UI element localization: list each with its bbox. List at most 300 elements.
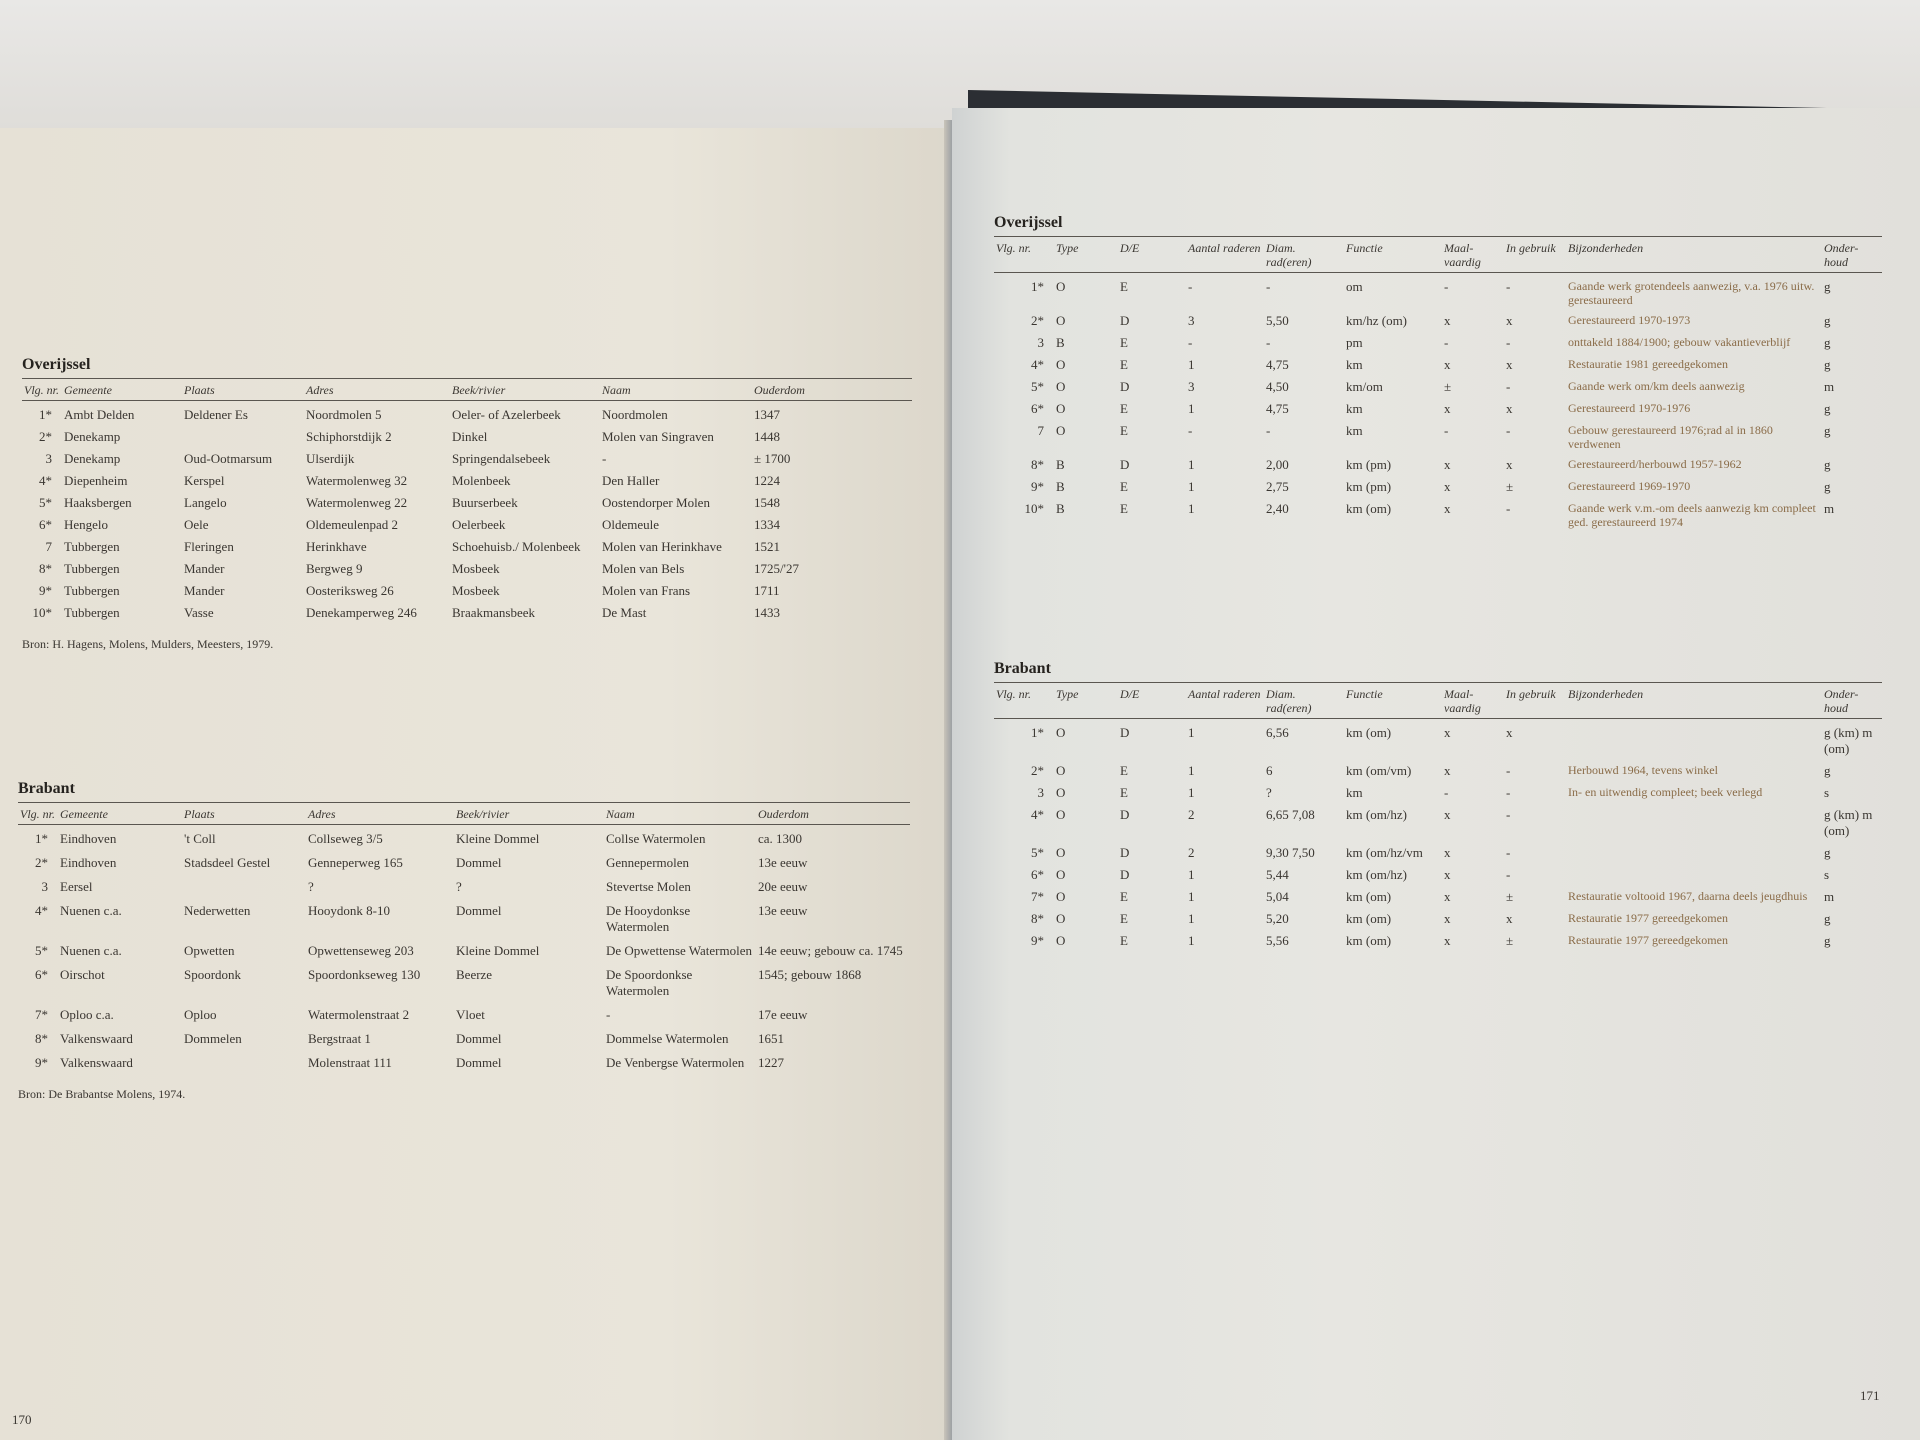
- table-cell: 1448: [754, 429, 780, 444]
- table-cell: [182, 871, 306, 895]
- table-row: [994, 861, 1882, 883]
- table-cell: Dommel: [456, 903, 502, 918]
- table-cell: ±: [1506, 479, 1514, 494]
- table-cell: Collse Watermolen: [606, 831, 706, 846]
- table-cell: -: [1266, 279, 1271, 294]
- table-cell: 4*: [1031, 807, 1044, 822]
- table-cell: 9*: [35, 1055, 48, 1070]
- table-cell: 7*: [1031, 889, 1044, 904]
- table-cell: Tubbergen: [64, 605, 120, 620]
- table-cell: Vloet: [456, 1007, 485, 1022]
- table-cell: 1545; gebouw 1868: [758, 967, 862, 982]
- table-cell: 1*: [39, 407, 52, 422]
- table-row: [22, 533, 912, 555]
- table-cell: Molenstraat 111: [308, 1055, 392, 1070]
- table-cell: 3: [1188, 313, 1195, 328]
- table-cell: Herinkhave: [306, 539, 367, 554]
- table-cell: x: [1506, 911, 1513, 926]
- table-row: [18, 825, 910, 848]
- table-cell: O: [1056, 379, 1066, 394]
- table-cell: Oploo: [184, 1007, 217, 1022]
- table-cell: D: [1120, 457, 1130, 472]
- table-cell: E: [1120, 423, 1128, 438]
- table-cell: g: [1824, 401, 1831, 416]
- table-cell: Oelerbeek: [452, 517, 506, 532]
- table-cell: x: [1444, 889, 1451, 904]
- table-cell: 2*: [1031, 763, 1044, 778]
- table-cell: 4,75: [1266, 401, 1289, 416]
- section-title: Brabant: [18, 780, 75, 797]
- table-cell: Den Haller: [602, 473, 660, 488]
- column-header: Diam. rad(eren): [1264, 683, 1344, 719]
- table-cell: De Venbergse Watermolen: [606, 1055, 745, 1070]
- table-cell: ?: [456, 879, 462, 894]
- table-cell: E: [1120, 933, 1128, 948]
- table-cell: Spoordonkseweg 130: [308, 967, 421, 982]
- table-cell: B: [1056, 479, 1065, 494]
- table-cell: 4*: [1031, 357, 1044, 372]
- table-cell: km (om/hz): [1346, 807, 1408, 822]
- table-cell: ±: [1444, 379, 1452, 394]
- table-cell: 4,50: [1266, 379, 1289, 394]
- table-cell: 6,65 7,08: [1266, 807, 1315, 822]
- table-cell: 2,00: [1266, 457, 1289, 472]
- table-cell: Langelo: [184, 495, 227, 510]
- table-cell: g: [1824, 279, 1831, 294]
- table-cell: 1: [1188, 725, 1195, 740]
- table-cell: O: [1056, 933, 1066, 948]
- table-cell: -: [1506, 785, 1511, 800]
- column-header: Plaats: [182, 803, 306, 825]
- table-cell: 5,56: [1266, 933, 1289, 948]
- table-cell: Collseweg 3/5: [308, 831, 383, 846]
- table-cell: Diepenheim: [64, 473, 128, 488]
- table-cell: s: [1824, 867, 1830, 882]
- table-cell: Vasse: [184, 605, 214, 620]
- table-cell: 2: [1188, 845, 1195, 860]
- table-cell: 1347: [754, 407, 780, 422]
- table-cell: 5*: [39, 495, 52, 510]
- table-cell: g: [1824, 911, 1831, 926]
- table-cell: Opwetten: [184, 943, 235, 958]
- table-cell: g: [1824, 423, 1831, 438]
- table-cell: ± 1700: [754, 451, 791, 466]
- table-row: [18, 871, 910, 895]
- table-row: [994, 757, 1882, 779]
- column-header: Maal-vaardig: [1442, 237, 1504, 273]
- column-header: In gebruik: [1504, 683, 1566, 719]
- table-cell: s: [1824, 785, 1830, 800]
- table-cell: x: [1444, 313, 1451, 328]
- table-cell: Dommel: [456, 855, 502, 870]
- table-cell: O: [1056, 785, 1066, 800]
- table-cell: 7: [1037, 423, 1044, 438]
- section-title: Overijssel: [22, 356, 91, 373]
- column-header: Onder-houd: [1822, 683, 1882, 719]
- column-header: Aantal raderen: [1186, 683, 1264, 719]
- table-row: [18, 847, 910, 871]
- table-cell: ±: [1506, 933, 1514, 948]
- table-cell: E: [1120, 357, 1128, 372]
- table-cell: Noordmolen: [602, 407, 668, 422]
- table-cell: Gerestaureerd 1970-1973: [1568, 313, 1691, 327]
- table-cell: 1548: [754, 495, 780, 510]
- table-cell: Gaande werk v.m.-om deels aanwezig km compleet ged. gerestaureerd 1974: [1568, 501, 1816, 529]
- table-cell: g (km) m (om): [1824, 807, 1873, 838]
- table-cell: Bergweg 9: [306, 561, 363, 576]
- table-cell: O: [1056, 911, 1066, 926]
- table-cell: 9*: [1031, 933, 1044, 948]
- table-cell: -: [606, 1007, 611, 1022]
- table-cell: 10*: [32, 605, 52, 620]
- table-cell: O: [1056, 423, 1066, 438]
- table-cell: g: [1824, 313, 1831, 328]
- column-header: Naam: [600, 379, 752, 401]
- table-cell: -: [1444, 785, 1449, 800]
- table-cell: Eindhoven: [60, 831, 117, 846]
- column-header: Beek/rivier: [450, 379, 600, 401]
- column-header: Aantal raderen: [1186, 237, 1264, 273]
- table-row: [994, 451, 1882, 473]
- table-cell: 1: [1188, 479, 1195, 494]
- table-cell: [1566, 719, 1822, 758]
- table-cell: x: [1444, 357, 1451, 372]
- table-cell: E: [1120, 785, 1128, 800]
- table-row: [18, 1047, 910, 1071]
- table-cell: 7*: [35, 1007, 48, 1022]
- table-cell: x: [1444, 501, 1451, 516]
- column-header: Ouderdom: [752, 379, 912, 401]
- column-header: Maal-vaardig: [1442, 683, 1504, 719]
- column-header: Type: [1054, 683, 1118, 719]
- table-cell: 3: [1037, 335, 1044, 350]
- table-cell: 6*: [1031, 867, 1044, 882]
- brabant-section-left: [18, 780, 910, 1102]
- table-cell: Oostendorper Molen: [602, 495, 710, 510]
- table-cell: Dommel: [456, 1055, 502, 1070]
- table-cell: g: [1824, 933, 1831, 948]
- table-cell: x: [1506, 357, 1513, 372]
- table-cell: Denekamp: [64, 429, 121, 444]
- table-cell: O: [1056, 725, 1066, 740]
- column-header: Onder-houd: [1822, 237, 1882, 273]
- table-cell: km: [1346, 785, 1363, 800]
- table-cell: O: [1056, 763, 1066, 778]
- table-cell: 5*: [35, 943, 48, 958]
- table-cell: Mander: [184, 583, 225, 598]
- table-cell: 13e eeuw: [758, 855, 808, 870]
- table-row: [22, 599, 912, 621]
- table-cell: Braakmansbeek: [452, 605, 536, 620]
- table-row: [18, 895, 910, 935]
- table-cell: Spoordonk: [184, 967, 242, 982]
- table-cell: 1725/'27: [754, 561, 799, 576]
- table-cell: Oeler- of Azelerbeek: [452, 407, 561, 422]
- table-cell: km (om): [1346, 889, 1392, 904]
- table-cell: 1: [1188, 911, 1195, 926]
- table-cell: Tubbergen: [64, 539, 120, 554]
- table-cell: Mosbeek: [452, 583, 500, 598]
- table-cell: Molen van Bels: [602, 561, 685, 576]
- table-cell: g: [1824, 335, 1831, 350]
- table-cell: km (pm): [1346, 457, 1392, 472]
- table-cell: 6*: [1031, 401, 1044, 416]
- column-header: Vlg. nr.: [994, 237, 1054, 273]
- column-header: Adres: [304, 379, 450, 401]
- table-cell: Oldemeule: [602, 517, 660, 532]
- table-cell: -: [1506, 845, 1511, 860]
- table-cell: ?: [1266, 785, 1272, 800]
- table-cell: 3: [1188, 379, 1195, 394]
- table-cell: B: [1056, 457, 1065, 472]
- table-cell: Valkenswaard: [60, 1031, 133, 1046]
- table-cell: O: [1056, 867, 1066, 882]
- table-row: [994, 395, 1882, 417]
- table-cell: De Spoordonkse Watermolen: [606, 967, 693, 998]
- table-cell: Buurserbeek: [452, 495, 518, 510]
- table-cell: Oud-Ootmarsum: [184, 451, 273, 466]
- table-cell: 5*: [1031, 379, 1044, 394]
- table-cell: km/hz (om): [1346, 313, 1408, 328]
- table-cell: 1: [1188, 933, 1195, 948]
- table-cell: Gerestaureerd/herbouwd 1957-1962: [1568, 457, 1742, 471]
- table-cell: E: [1120, 501, 1128, 516]
- table-cell: D: [1120, 379, 1130, 394]
- column-header: Gemeente: [58, 803, 182, 825]
- table-cell: Dinkel: [452, 429, 488, 444]
- table-cell: D: [1120, 725, 1130, 740]
- table-cell: 8*: [1031, 911, 1044, 926]
- table-cell: om: [1346, 279, 1363, 294]
- table-cell: De Opwettense Watermolen: [606, 943, 752, 958]
- table-cell: Dommelen: [184, 1031, 242, 1046]
- table-cell: E: [1120, 763, 1128, 778]
- table-cell: Nederwetten: [184, 903, 251, 918]
- table-cell: E: [1120, 479, 1128, 494]
- table-cell: -: [1444, 423, 1449, 438]
- section-title: Brabant: [994, 660, 1051, 677]
- table-cell: Schoehuisb./ Molenbeek: [452, 539, 581, 554]
- table-row: [22, 401, 912, 424]
- table-cell: m: [1824, 889, 1835, 904]
- table-row: [994, 839, 1882, 861]
- table-cell: 8*: [1031, 457, 1044, 472]
- left-page: [0, 128, 952, 1440]
- table-cell: 1433: [754, 605, 780, 620]
- table-cell: Opwettenseweg 203: [308, 943, 414, 958]
- table-cell: 1224: [754, 473, 780, 488]
- table-cell: km (om): [1346, 933, 1392, 948]
- table-cell: Gerestaureerd 1970-1976: [1568, 401, 1691, 415]
- table-cell: g: [1824, 845, 1831, 860]
- column-header: Naam: [604, 803, 756, 825]
- table-cell: ca. 1300: [758, 831, 803, 846]
- table-cell: B: [1056, 335, 1065, 350]
- table-cell: -: [1506, 335, 1511, 350]
- table-cell: 1: [1188, 501, 1195, 516]
- table-cell: Tubbergen: [64, 583, 120, 598]
- column-header: In gebruik: [1504, 237, 1566, 273]
- table-cell: 6,56: [1266, 725, 1289, 740]
- table-row: [18, 935, 910, 959]
- table-cell: ?: [308, 879, 314, 894]
- table-cell: 3: [45, 451, 52, 466]
- overijssel-location-table: [22, 378, 912, 621]
- table-cell: 1: [1188, 785, 1195, 800]
- table-cell: 9,30 7,50: [1266, 845, 1315, 860]
- table-cell: 1521: [754, 539, 780, 554]
- table-cell: [182, 1047, 306, 1071]
- table-cell: 3: [41, 879, 48, 894]
- table-cell: Gaande werk om/km deels aanwezig: [1568, 379, 1745, 393]
- table-cell: Stevertse Molen: [606, 879, 691, 894]
- table-cell: Kerspel: [184, 473, 225, 488]
- table-cell: 1: [1188, 763, 1195, 778]
- table-cell: 1: [1188, 889, 1195, 904]
- table-cell: [1566, 839, 1822, 861]
- table-cell: -: [1506, 501, 1511, 516]
- table-cell: 4*: [39, 473, 52, 488]
- table-cell: -: [1506, 807, 1511, 822]
- table-cell: Restauratie 1977 gereedgekomen: [1568, 933, 1728, 947]
- table-cell: Gennepermolen: [606, 855, 690, 870]
- table-cell: x: [1444, 845, 1451, 860]
- table-cell: O: [1056, 889, 1066, 904]
- table-cell: 2*: [39, 429, 52, 444]
- column-header: D/E: [1118, 237, 1186, 273]
- table-cell: Stadsdeel Gestel: [184, 855, 271, 870]
- table-cell: Molen van Herinkhave: [602, 539, 722, 554]
- column-header: Type: [1054, 237, 1118, 273]
- table-cell: Oploo c.a.: [60, 1007, 114, 1022]
- table-cell: [1566, 801, 1822, 839]
- table-cell: Mander: [184, 561, 225, 576]
- table-cell: km: [1346, 401, 1363, 416]
- table-cell: -: [1506, 763, 1511, 778]
- overijssel-section-left: [22, 356, 912, 652]
- table-cell: 2,40: [1266, 501, 1289, 516]
- table-cell: Eersel: [60, 879, 93, 894]
- table-cell: Restauratie 1977 gereedgekomen: [1568, 911, 1728, 925]
- table-cell: Oldemeulenpad 2: [306, 517, 399, 532]
- table-cell: x: [1444, 479, 1451, 494]
- table-cell: -: [1444, 279, 1449, 294]
- table-cell: g (km) m (om): [1824, 725, 1873, 756]
- table-cell: 10*: [1024, 501, 1044, 516]
- table-cell: 6: [1266, 763, 1273, 778]
- table-cell: Oele: [184, 517, 209, 532]
- table-cell: E: [1120, 401, 1128, 416]
- table-cell: De Hooydonkse Watermolen: [606, 903, 691, 934]
- table-cell: E: [1120, 889, 1128, 904]
- table-cell: Dommel: [456, 1031, 502, 1046]
- table-cell: O: [1056, 845, 1066, 860]
- column-header: Plaats: [182, 379, 304, 401]
- table-cell: x: [1506, 313, 1513, 328]
- section-title: Overijssel: [994, 214, 1063, 231]
- table-row: [994, 905, 1882, 927]
- table-cell: Nuenen c.a.: [60, 903, 122, 918]
- table-cell: Fleringen: [184, 539, 234, 554]
- table-cell: 't Coll: [184, 831, 216, 846]
- table-cell: Hooydonk 8-10: [308, 903, 390, 918]
- column-header: Vlg. nr.: [18, 803, 58, 825]
- column-header: Vlg. nr.: [994, 683, 1054, 719]
- table-cell: Restauratie voltooid 1967, daarna deels jeugdhuis: [1568, 889, 1808, 903]
- table-cell: D: [1120, 313, 1130, 328]
- table-cell: O: [1056, 357, 1066, 372]
- table-cell: Haaksbergen: [64, 495, 132, 510]
- column-header: Adres: [306, 803, 454, 825]
- table-cell: 20e eeuw: [758, 879, 808, 894]
- table-cell: x: [1506, 457, 1513, 472]
- column-header: Gemeente: [62, 379, 182, 401]
- table-cell: Molen van Frans: [602, 583, 691, 598]
- table-cell: Noordmolen 5: [306, 407, 382, 422]
- table-cell: Ambt Delden: [64, 407, 135, 422]
- overijssel-status-table: [994, 236, 1882, 529]
- table-cell: 2,75: [1266, 479, 1289, 494]
- table-cell: 5,20: [1266, 911, 1289, 926]
- table-cell: Oosteriksweg 26: [306, 583, 394, 598]
- table-cell: Oirschot: [60, 967, 105, 982]
- table-cell: x: [1506, 401, 1513, 416]
- table-cell: 1*: [1031, 279, 1044, 294]
- table-cell: 9*: [39, 583, 52, 598]
- table-cell: -: [602, 451, 607, 466]
- table-cell: Molen van Singraven: [602, 429, 714, 444]
- table-cell: 2*: [35, 855, 48, 870]
- table-cell: -: [1266, 423, 1271, 438]
- table-cell: g: [1824, 763, 1831, 778]
- table-cell: km (om): [1346, 911, 1392, 926]
- table-row: [22, 511, 912, 533]
- table-cell: x: [1444, 867, 1451, 882]
- column-header: Diam. rad(eren): [1264, 237, 1344, 273]
- table-cell: 6*: [39, 517, 52, 532]
- table-cell: -: [1188, 423, 1193, 438]
- table-row: [994, 307, 1882, 329]
- table-cell: 6*: [35, 967, 48, 982]
- right-page: [952, 108, 1920, 1440]
- table-cell: km: [1346, 423, 1363, 438]
- column-header: Bijzonderheden: [1566, 683, 1822, 719]
- table-cell: g: [1824, 457, 1831, 472]
- column-header: Bijzonderheden: [1566, 237, 1822, 273]
- table-cell: O: [1056, 401, 1066, 416]
- table-row: [22, 467, 912, 489]
- table-row: [18, 1023, 910, 1047]
- table-cell: g: [1824, 357, 1831, 372]
- table-cell: Watermolenweg 22: [306, 495, 408, 510]
- table-cell: x: [1444, 933, 1451, 948]
- table-cell: -: [1188, 279, 1193, 294]
- brabant-section-right: [994, 660, 1882, 949]
- table-cell: 14e eeuw; gebouw ca. 1745: [758, 943, 903, 958]
- column-header: Ouderdom: [756, 803, 910, 825]
- table-cell: Eindhoven: [60, 855, 117, 870]
- table-row: [18, 959, 910, 999]
- table-cell: 5,04: [1266, 889, 1289, 904]
- table-cell: Nuenen c.a.: [60, 943, 122, 958]
- table-cell: Ulserdijk: [306, 451, 355, 466]
- table-cell: km (om): [1346, 501, 1392, 516]
- table-cell: Molenbeek: [452, 473, 511, 488]
- column-header: Functie: [1344, 237, 1442, 273]
- table-cell: Schiphorstdijk 2: [306, 429, 392, 444]
- table-cell: -: [1506, 379, 1511, 394]
- table-row: [994, 273, 1882, 308]
